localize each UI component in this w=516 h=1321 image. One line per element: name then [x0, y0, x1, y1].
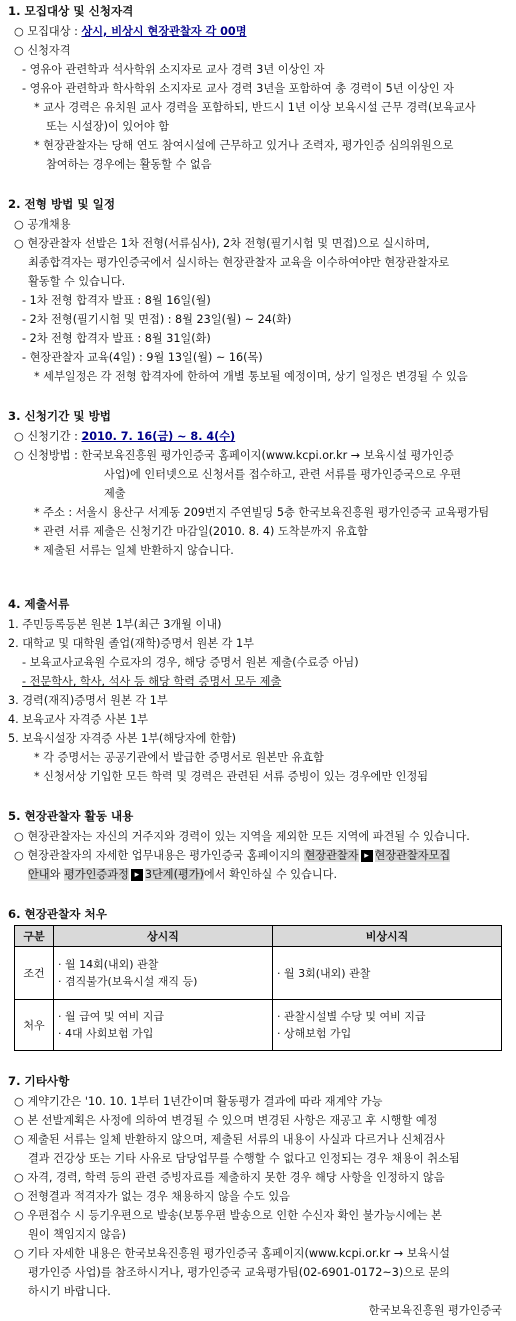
section-eligibility: [8, 3, 508, 174]
note-line: 또는 시설장)이 있어야 함: [46, 120, 170, 133]
section-title: 2. 전형 방법 및 일정: [8, 197, 116, 211]
period-line: [8, 427, 508, 446]
misc-line: ○ 제출된 서류는 일체 반환하지 않으며, 제출된 서류의 내용이 사실과 다르거나 신체검사: [14, 1133, 445, 1146]
document-subitem: [8, 672, 508, 691]
table-header: 구분: [15, 926, 54, 947]
table-row: [15, 947, 502, 1000]
qualification-item: - 영유아 관련학과 석사학위 소지자로 교사 경력 3년 이상인 자: [22, 63, 325, 76]
row-label: 조건: [15, 947, 54, 1000]
misc-line: ○ 계약기간은 '10. 10. 1부터 1년간이며 활동평가 결과에 따라 재계약 가능: [14, 1095, 383, 1108]
compensation-table: [14, 925, 502, 1051]
document-item: 4. 보육교사 자격증 사본 1부: [8, 713, 149, 726]
section-title: 7. 기타사항: [8, 1074, 70, 1088]
note-line: * 현장관찰자는 당해 연도 참여시설에 근무하고 있거나 조력자, 평가인증 심의위원으로: [34, 139, 454, 152]
schedule-item: - 2차 전형(필기시험 및 면접) : 8월 23일(월) ~ 24(화): [22, 313, 292, 326]
activity-line: ○ 현장관찰자는 자신의 거주지와 경력이 있는 지역을 제외한 모든 지역에 파견될 수 있습니다.: [14, 830, 470, 843]
qualification-item: - 영유아 관련학과 학사학위 소지자로 교사 경력 3년을 포함하여 총 경력이 5년 이상인 자: [22, 82, 454, 95]
section-title: 1. 모집대상 및 신청자격: [8, 4, 134, 18]
arrow-box-icon: ▸: [361, 850, 373, 862]
table-cell: [54, 947, 273, 1000]
method-line: ○ 신청방법 : 한국보육진흥원 평가인증국 홈페이지(www.kcpi.or.kr → 보육시설 평가인증: [14, 449, 454, 462]
row-label: 처우: [15, 1000, 54, 1051]
qualification-label: ○ 신청자격: [14, 44, 71, 57]
misc-line: ○ 우편접수 시 등기우편으로 발송(보통우편 발송으로 인한 수신자 확인 불가능시에는 본: [14, 1209, 442, 1222]
target-value: 상시, 비상시 현장관찰자 각 00명: [81, 25, 247, 38]
note-line: * 각 증명서는 공공기관에서 발급한 증명서로 원본만 유효함: [34, 751, 324, 764]
cell-line: · 월 14회(내외) 관찰: [58, 958, 159, 971]
table-cell: [273, 1000, 502, 1051]
menu-path-recruit-cont: 안내: [28, 868, 50, 881]
note-line: * 제출된 서류는 일체 반환하지 않습니다.: [34, 544, 234, 557]
note-line: * 관련 서류 제출은 신청기간 마감일(2010. 8. 4) 도착분까지 유효함: [34, 525, 368, 538]
menu-path-observer: 현장관찰자: [304, 849, 359, 862]
note-line: * 세부일정은 각 전형 합격자에 한하여 개별 통보될 예정이며, 상기 일정은 변경될 수 있음: [34, 370, 468, 383]
cell-line: · 월 3회(내외) 관찰: [277, 966, 371, 980]
section-compensation: [8, 906, 508, 1051]
misc-line: ○ 기타 자세한 내용은 한국보육진흥원 평가인증국 홈페이지(www.kcpi.or.kr → 보육시설: [14, 1247, 450, 1260]
misc-line: ○ 전형결과 적격자가 없는 경우 채용하지 않을 수도 있음: [14, 1190, 290, 1203]
section-documents: [8, 596, 508, 786]
table-header: 비상시직: [273, 926, 502, 947]
schedule-item: - 현장관찰자 교육(4일) : 9월 13일(월) ~ 16(목): [22, 351, 263, 364]
schedule-item: - 1차 전형 합격자 발표 : 8월 16일(월): [22, 294, 211, 307]
misc-lines: [8, 1092, 508, 1301]
document-item: 5. 보육시설장 자격증 사본 1부(해당자에 한함): [8, 732, 237, 745]
section-title: 6. 현장관찰자 처우: [8, 907, 107, 921]
section-title: 4. 제출서류: [8, 597, 70, 611]
table-cell: [54, 1000, 273, 1051]
cell-line: · 관찰시설별 수당 및 여비 지급: [277, 1010, 426, 1023]
document-item: 1. 주민등록등본 원본 1부(최근 3개월 이내): [8, 618, 222, 631]
section-application: [8, 408, 508, 560]
method-line: 제출: [104, 487, 126, 500]
section-activities: [8, 808, 508, 884]
target-line: [8, 22, 508, 41]
document-subitem-text: - 전문학사, 학사, 석사 등 해당 학력 증명서 모두 제출: [22, 675, 282, 688]
section-title: 3. 신청기간 및 방법: [8, 409, 111, 423]
note-line: * 주소 : 서울시 용산구 서계동 209번지 주연빌딩 5층 한국보육진흥원 평가인증국 교육평가팀: [34, 506, 490, 519]
document-item: 3. 경력(재직)증명서 원본 각 1부: [8, 694, 168, 707]
misc-line: 원이 책임지지 않음): [28, 1228, 126, 1241]
section-misc: [8, 1073, 508, 1321]
desc-line: 활동할 수 있습니다.: [28, 275, 126, 288]
desc-line: 최종합격자는 평가인증국에서 실시하는 현장관찰자 교육을 이수하여야만 현장관찰자로: [28, 256, 450, 269]
note-line: 참여하는 경우에는 활동할 수 없음: [46, 158, 212, 171]
target-label: ○ 모집대상 :: [14, 25, 82, 38]
schedule-item: - 2차 전형 합격자 발표 : 8월 31일(화): [22, 332, 211, 345]
document-subitem: - 보육교사교육원 수료자의 경우, 해당 증명서 원본 제출(수료증 아님): [22, 656, 359, 669]
cell-line: · 상해보험 가입: [277, 1027, 352, 1040]
table-row: [15, 1000, 502, 1051]
misc-line: 평가인증 사업)를 참조하시거나, 평가인증국 교육평가팀(02-6901-0172~3)으로 문의: [28, 1266, 450, 1279]
cell-line: · 겸직불가(보육시설 재직 등): [58, 975, 198, 988]
announcement-document: [8, 0, 508, 1321]
cell-line: · 월 급여 및 여비 지급: [58, 1010, 164, 1023]
arrow-box-icon: ▸: [131, 869, 143, 881]
note-line: * 신청서상 기입한 모든 학력 및 경력은 관련된 서류 증빙이 있는 경우에만 인정됨: [34, 770, 429, 783]
section-selection: [8, 196, 508, 386]
cell-line: · 4대 사회보험 가입: [58, 1027, 154, 1040]
desc-line: ○ 현장관찰자 선발은 1차 전형(서류심사), 2차 전형(필기시험 및 면접)으로 실시하며,: [14, 237, 430, 250]
misc-line: 결과 건강상 또는 기타 사유로 담당업무를 수행할 수 없다고 인정되는 경우 채용이 취소됨: [28, 1152, 460, 1165]
menu-path-process: 평가인증과정: [64, 868, 129, 881]
table-header: 상시직: [54, 926, 273, 947]
period-value: 2010. 7. 16(금) ~ 8. 4(수): [81, 430, 236, 443]
menu-path-recruit: 현장관찰자모집: [374, 849, 451, 862]
misc-line: ○ 본 선발계획은 사정에 의하여 변경될 수 있으며 변경된 사항은 재공고 후 시행할 예정: [14, 1114, 438, 1127]
misc-line: ○ 자격, 경력, 학력 등의 관련 증빙자료를 제출하지 못한 경우 해당 사항을 인정하지 않음: [14, 1171, 445, 1184]
activity-line: [8, 846, 508, 865]
period-label: ○ 신청기간 :: [14, 430, 82, 443]
menu-path-stage3: 3단계(평가): [144, 868, 204, 881]
document-item: 2. 대학교 및 대학원 졸업(재학)증명서 원본 각 1부: [8, 637, 254, 650]
activity-text: 에서 확인하실 수 있습니다.: [203, 868, 338, 881]
method-line: 사업)에 인터넷으로 신청서를 접수하고, 관련 서류를 평가인증국으로 우편: [104, 468, 462, 481]
open-recruitment: ○ 공개채용: [14, 218, 71, 231]
table-cell: [273, 947, 502, 1000]
table-header-row: [15, 926, 502, 947]
activity-text: 와: [49, 868, 64, 881]
section-title: 5. 현장관찰자 활동 내용: [8, 809, 134, 823]
note-line: * 교사 경력은 유치원 교사 경력을 포함하되, 반드시 1년 이상 보육시설 근무 경력(보육교사: [34, 101, 476, 114]
signature: 한국보육진흥원 평가인증국: [368, 1304, 502, 1317]
activity-text: ○ 현장관찰자의 자세한 업무내용은 평가인증국 홈페이지의: [14, 849, 305, 862]
misc-line: 하시기 바랍니다.: [28, 1285, 111, 1298]
activity-line: [8, 865, 508, 884]
